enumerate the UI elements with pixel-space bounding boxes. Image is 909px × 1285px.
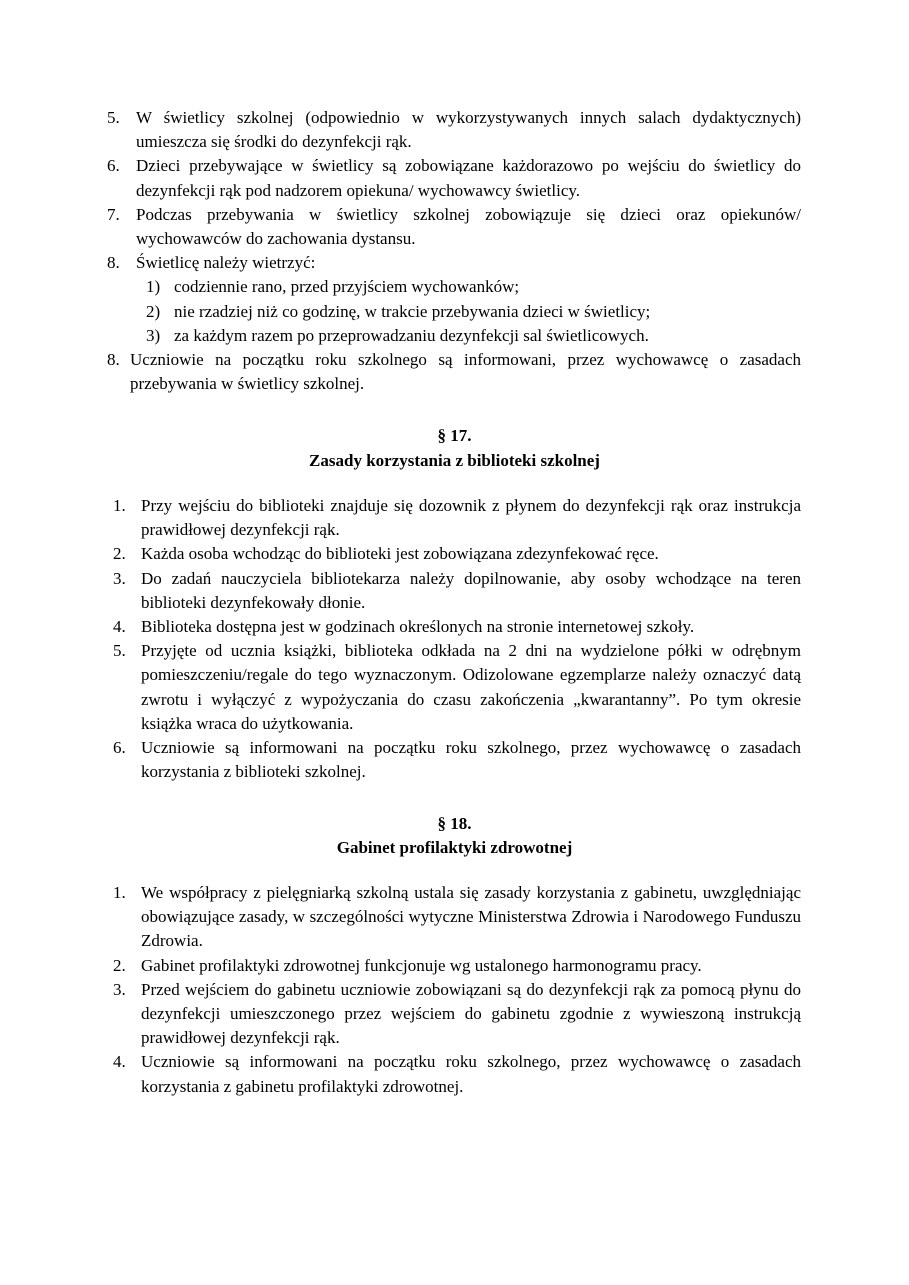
- item-text: Przed wejściem do gabinetu uczniowie zobowiązani są do dezynfekcji rąk za pomocą płynu do dezynfekcji umieszczonego przez wejściem do gabinetu zgodnie z wywieszoną instrukcją prawidłowej dezynfekcji rąk.: [141, 979, 801, 1048]
- list-item: [113, 639, 801, 736]
- item-text: Do zadań nauczyciela bibliotekarza należy dopilnowanie, aby osoby wchodzące na teren biblioteki dezynfekowały dłonie.: [141, 568, 801, 612]
- list-item: [107, 348, 801, 396]
- section-18-title: Gabinet profilaktyki zdrowotnej: [336, 838, 573, 857]
- list-item: [107, 154, 801, 202]
- item-text: Uczniowie są informowani na początku roku szkolnego, przez wychowawcę o zasadach korzystania z biblioteki szkolnej.: [141, 738, 801, 782]
- item-text: We współpracy z pielęgniarką szkolną ustala się zasady korzystania z gabinetu, uwzględniając obowiązujące zasady, w szczególności wytyczne Ministerstwa Zdrowia i Narodowego Funduszu Zdrowia.: [141, 883, 801, 951]
- item-text: Podczas przebywania w świetlicy szkolnej zobowiązuje się dzieci oraz opiekunów/ wychowawców do zachowania dystansu.: [136, 204, 801, 249]
- item-text: Gabinet profilaktyki zdrowotnej funkcjonuje wg ustalonego harmonogramu pracy.: [141, 955, 702, 975]
- list-item: [107, 203, 801, 251]
- list-item: [113, 1050, 801, 1098]
- item-text: Uczniowie są informowani na początku roku szkolnego, przez wychowawcę o zasadach korzystania z gabinetu profilaktyki zdrowotnej.: [141, 1052, 801, 1096]
- sub-list-item: [146, 275, 801, 299]
- list-item: [113, 978, 801, 1051]
- item-number: 6.: [113, 738, 126, 758]
- item-text: Dzieci przebywające w świetlicy są zobowiązane każdorazowo po wejściu do świetlicy do dezynfekcji rąk pod nadzorem opiekuna/ wychowawcy świetlicy.: [136, 156, 801, 200]
- section-18-number: § 18.: [437, 814, 472, 833]
- list-item: [113, 542, 801, 566]
- item-number: 7.: [107, 204, 120, 224]
- list-item: [113, 954, 801, 978]
- list-item: [113, 615, 801, 639]
- item-text: Każda osoba wchodząc do biblioteki jest zobowiązana zdezynfekować ręce.: [141, 544, 659, 564]
- item-number: 5.: [107, 108, 120, 127]
- section-18-list: [0, 881, 909, 1099]
- item-number: 8.: [107, 350, 120, 370]
- item-text: codziennie rano, przed przyjściem wychowanków;: [174, 277, 520, 297]
- sub-list-item: [146, 300, 801, 324]
- sub-list-item: [146, 324, 801, 348]
- item-number: 4.: [113, 617, 126, 637]
- item-text: Uczniowie na początku roku szkolnego są informowani, przez wychowawcę o zasadach przebywania w świetlicy szkolnej.: [130, 350, 801, 394]
- item-number: 2.: [113, 544, 126, 564]
- section-17-number: § 17.: [437, 426, 472, 445]
- item-text: Biblioteka dostępna jest w godzinach określonych na stronie internetowej szkoły.: [141, 617, 695, 637]
- section-16-list: [0, 106, 909, 396]
- item-number: 1.: [113, 883, 126, 902]
- item-number: 2): [146, 301, 161, 321]
- item-text: nie rzadziej niż co godzinę, w trakcie przebywania dzieci w świetlicy;: [174, 301, 651, 321]
- item-number: 1.: [113, 496, 126, 515]
- item-number: 8.: [107, 253, 120, 273]
- item-text: za każdym razem po przeprowadzaniu dezynfekcji sal świetlicowych.: [174, 325, 649, 345]
- list-item: [113, 881, 801, 954]
- list-item: [113, 567, 801, 615]
- item-number: 3.: [113, 568, 126, 588]
- item-text: Świetlicę należy wietrzyć:: [136, 253, 316, 273]
- list-item: [107, 106, 801, 154]
- list-item: [107, 251, 801, 275]
- item-text: W świetlicy szkolnej (odpowiednio w wykorzystywanych innych salach dydaktycznych) umieszcza się środki do dezynfekcji rąk.: [136, 108, 801, 152]
- item-number: 5.: [113, 641, 126, 661]
- item-number: 4.: [113, 1052, 126, 1072]
- item-number: 3): [146, 325, 161, 345]
- item-number: 6.: [107, 156, 120, 176]
- item-text: Przy wejściu do biblioteki znajduje się dozownik z płynem do dezynfekcji rąk oraz instrukcja prawidłowej dezynfekcji rąk.: [141, 496, 801, 540]
- section-17-list: [0, 494, 909, 784]
- item-number: 2.: [113, 955, 126, 975]
- item-number: 3.: [113, 979, 126, 999]
- list-item: [113, 736, 801, 784]
- item-number: 1): [146, 277, 161, 297]
- list-item: [113, 494, 801, 542]
- section-17-title: Zasady korzystania z biblioteki szkolnej: [309, 451, 600, 470]
- item-text: Przyjęte od ucznia książki, biblioteka odkłada na 2 dni na wydzielone półki w odrębnym pomieszczeniu/regale do tego wyznaczonym. Odizolowane egzemplarze należy oznaczyć datą zwrotu i wyłączyć z wypożyczania do czasu zakończenia „kwarantanny”. Po tym okresie książka wraca do użytkowania.: [141, 641, 801, 733]
